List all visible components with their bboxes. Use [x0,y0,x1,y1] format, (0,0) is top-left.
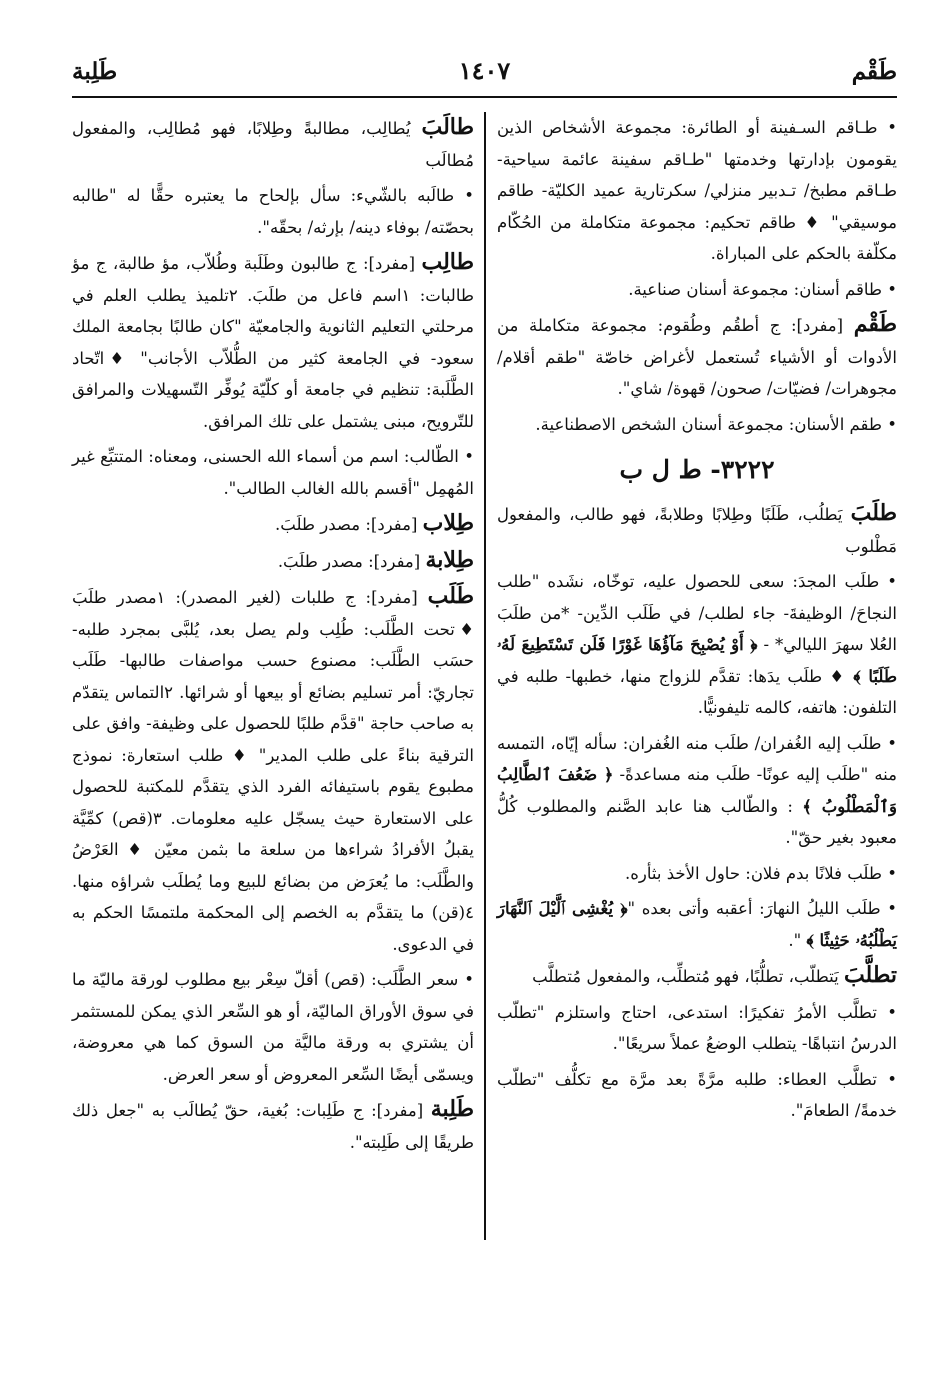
entry-text: ♦ طلَب يدَها: تقدَّم للزواج منها، خطبها- طلبه في التلفون: هاتفه، كالمه تليفونيًّا. [497,666,897,717]
page-number: ١٤٠٧ [458,56,511,85]
dictionary-entry [497,309,897,405]
entry-definition: [مفرد]: ج أطقُم وطُقوم: مجموعة متكاملة من الأدوات أو الأشياء تُستعمل لأغراض خاصّة "طقم أقلام/ مجوهرات/ فضيّات/ صحون/ قهوة/ شاي". [497,316,897,398]
root-section-title: ٣٢٢٢- ط ل ب [619,455,775,484]
entry-paragraph: • طقم الأسنان: مجموعة أسنان الشخص الاصطناعية. [535,414,897,434]
entry-paragraph [497,893,897,956]
entry-text: • طلَب إليه الغُفران/ طلَب منه الغُفران: سأله إيّاه، التمسه منه "طلَب إليه عونًا- طلَب منه مساعدةً- [497,733,897,784]
headword: طِلابة [425,546,474,573]
entry-definition: يُطالِب، مطالبةً وطِلابًا، فهو مُطالِب، والمفعول مُطالَب [72,119,474,170]
headword: طَقْم [853,311,897,337]
header-right-word: طَقْم [851,58,897,85]
headword: طالَبَ [421,114,474,140]
dictionary-entry [72,112,474,176]
entry-definition: [مفرد]: مصدر طلَبَ. [275,515,423,534]
entry-definition: [مفرد]: ج طلبات (لغير المصدر): ١مصدر طلَبَ ♦تحت الطَّلَب: طُلِب ولم يصل بعد، يُلبَّى بمجرد طلبه- حسَب الطَّلَب: مصنوع حسب مواصفات طالبها- طَلَب تجاريّ: أمر تسليم بضائع أو بيعها أو شرائها. ٢التماس يتقدّم به صاحب حاجة "قدَّم طلبًا للحصول على وظيفة- وافق على الترقية بناءً على طلب المدير" ♦ طلب استعارة: نموذج مطبوع يقوم باستيفائه الفرد الذي يتقدَّم للمكتبة للحصول على الاستعارة حيث يسجّل عليه معلومات. ٣(قص) كمِّيَّة يقبلُ الأفرادُ شراءها من سلعة ما بثمن معيّن ♦ العَرْضُ والطَّلَب: ما يُعرَض من بضائع للبيع وما يُطلَب شراؤه منها. ٤(قن) ما يتقدَّم به الخصم إلى المحكمة ملتمسًا الحكم به في الدعوى. [72,588,474,954]
headword: طلَبَ [850,500,897,526]
entry-definition: يَطلُب، طَلَبًا وطِلابًا وطلابةً، فهو طالب، والمفعول مَطْلوب [497,505,897,556]
entry-paragraph: • طالَبه بالشّيء: سأل بإلحاح ما يعتبره حقًّا له "طالبه بحصّته/ بوفاء دينه/ بإرثه/ بحقّه". [72,186,474,237]
entry-definition: يَتطلّب، تطلُّبًا، فهو مُتطلِّب، والمفعول مُتطلَّب [532,967,844,986]
entry-definition: [مفرد]: ج طالبون وطَلَبة وطُلاّب، مؤ طالبة، ج مؤ طالبات: ١اسم فاعل من طلَبَ. ٢تلميذ يطلب العلم في مرحلتي التعليم الثانوية والجامعيّة "كان طالبًا بجامعة الملك سعود- في الجامعة كثير من الطُّلاّب الأجانب" ♦اتّحاد الطَّلَبة: تنظيم في جامعة أو كلّيّة يُوفِّر التّسهيلات والمرافق للتّرويح، مبنى يشتمل على تلك المرافق. [72,254,474,431]
entry-paragraph [497,566,897,724]
quran-verse: ﴿ يُغْشِى ٱلَّيْلَ ٱلنَّهَارَ يَطْلُبُهُۥ حَثِيثًا ﴾ [497,899,897,950]
entry-paragraph: • سعر الطَّلَب: (قص) أقلّ سِعْر بيع مطلوب لورقة ماليّة ما في سوق الأوراق الماليّة، أو هو السِّعر الذي يمكن للمستثمر أن يشتري به ورقة ماليَّة من السوق كما هي معروضة، ويسمّى أيضًا السِّعر المعروض أو سعر العرض. [72,970,474,1084]
quran-verse: ﴿ ضَعُفَ ٱلطَّالِبُ وَٱلْمَطْلُوبُ ﴾ [497,765,897,816]
entry-paragraph: • طاقم أسنان: مجموعة أسنان صناعية. [628,279,897,299]
entry-text: ". [788,930,807,950]
right-column [497,112,897,1131]
dictionary-entry [72,581,474,960]
entry-paragraph: • تطلَّب العطاء: طلبه مرَّةً بعد مرَّة مع تكلُّف "تطلّب خدمةً/ الطعامَ". [497,1069,897,1120]
entry-definition: [مفرد]: ج طَلِبات: بُغية، حقّ يُطالَب به "جعل ذلك طريقًا إلى طَلِبته". [72,1101,474,1152]
dictionary-entry [497,960,897,993]
headword: طِلاب [422,510,474,536]
dictionary-entry [72,1094,474,1158]
entry-paragraph: • طـاقم السـفينة أو الطائرة: مجموعة الأشخاص الذين يقومون بإدارتها وخدمتها "طـاقم سفينة عائمة سياحية- طـاقم مطبخ/ تـدبير منزلي/ سكرتارية عميد الكليّة- طاقم موسيقي" ♦ طاقم تحكيم: مجموعة متكاملة من الحُكّام مكلّفة بالحكم على المباراة. [497,118,897,263]
header-rule [72,96,897,98]
entry-text: : والطّالب هنا عابد الصَّنم والمطلوب كُلُّ معبود بغير حقّ". [497,796,897,847]
entry-paragraph [497,728,897,854]
entry-paragraph: • طلَب فلانًا بدم فلان: حاول الأخذ بثأره. [625,863,897,883]
page-header [72,52,897,92]
headword: طالِب [421,249,474,275]
quran-verse: ﴿ أَوْ يُصْبِحَ مَآؤُهَا غَوْرًا فَلَن تَسْتَطِيعَ لَهُۥ طَلَبًا ﴾ [497,635,898,686]
entry-paragraph: • تطلَّب الأمرُ تفكيرًا: استدعى، احتاج واستلزم "تطلّب الدرسُ انتباهًا- يتطلب الوضعُ عملاً سريعًا". [497,1002,897,1053]
left-column [72,112,474,1162]
headword: طَلَب [427,583,474,609]
header-left-word: طَلِبة [72,58,118,85]
entry-definition: [مفرد]: مصدر طلَبَ. [277,551,426,571]
headword: تطلَّبَ [843,962,897,988]
column-divider [484,112,486,1240]
entry-paragraph: • الطّالب: اسم من أسماء الله الحسنى، ومعناه: المتتبِّع غير المُهمِل "أقسم بالله الغالب الطالب". [72,447,474,498]
dictionary-entry [72,508,474,541]
entry-text: • طلَب الليلُ النهارَ: أعقبه وأتى بعده " [627,899,897,918]
entry-text: • طلَب المجدَ: سعى للحصول عليه، توخّاه، نشَده "طلب النجاحَ/ الوظيفةَ- جاء لطلب/ في طَلَب الدِّين- *من طلَبَ العُلا سهرَ الليالي* - [497,572,897,654]
dictionary-entry [72,545,474,578]
headword: طَلِبة [430,1096,474,1122]
dictionary-entry [72,247,474,437]
dictionary-entry [497,498,897,562]
